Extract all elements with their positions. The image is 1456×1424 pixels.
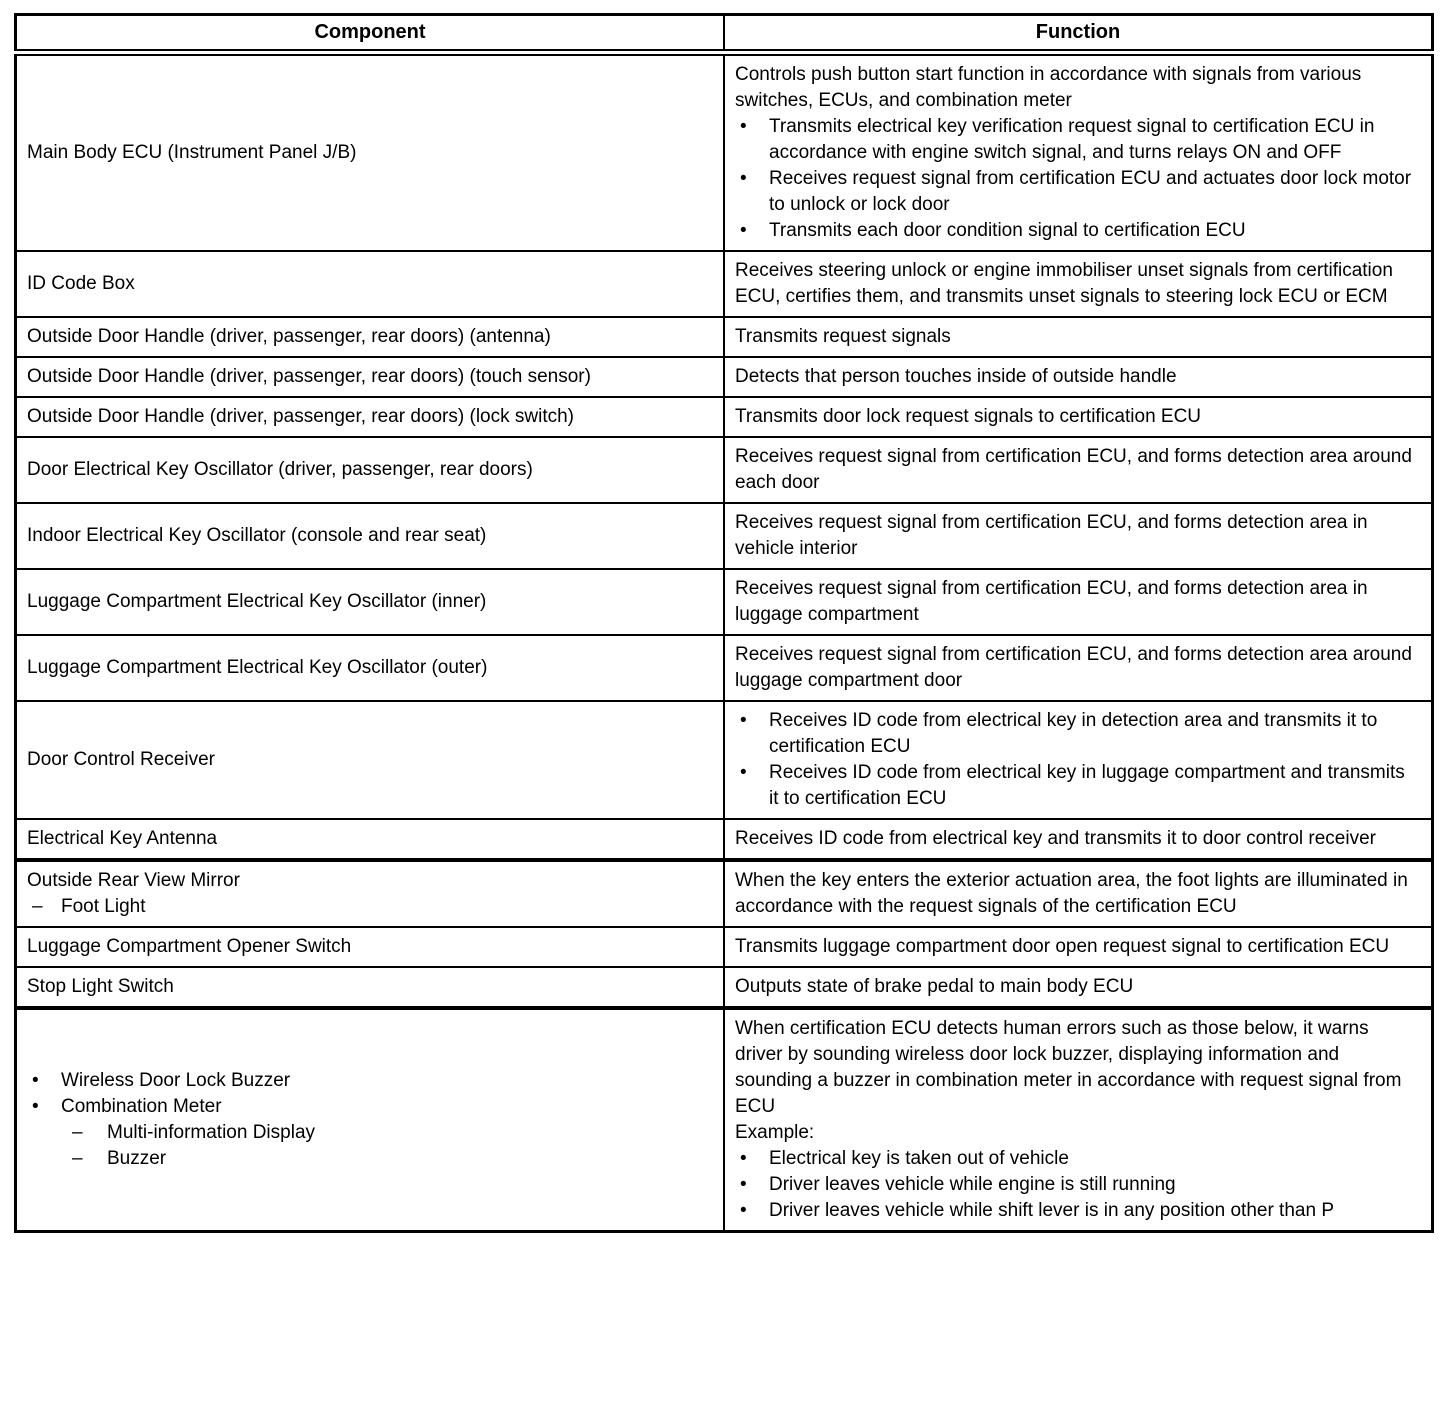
table-row bbox=[16, 503, 1433, 569]
table-row bbox=[16, 635, 1433, 701]
cell-text: Receives steering unlock or engine immobiliser unset signals from certification ECU, certifies them, and transmits unset signals to steering lock ECU or ECM bbox=[735, 260, 1393, 307]
cell-text: Detects that person touches inside of outside handle bbox=[735, 366, 1177, 387]
bullet-marker: • bbox=[740, 762, 747, 783]
list-item-text: Multi-information Display bbox=[107, 1122, 316, 1143]
bullet-marker: • bbox=[32, 1070, 39, 1091]
cell-text: Receives request signal from certification ECU, and forms detection area around each door bbox=[735, 446, 1412, 493]
component-cell bbox=[16, 357, 725, 397]
dash-item bbox=[27, 894, 711, 920]
bullet-marker: • bbox=[740, 710, 747, 731]
cell-text: Outputs state of brake pedal to main body ECU bbox=[735, 976, 1134, 997]
bullet-item bbox=[735, 166, 1419, 218]
cell-text: ID Code Box bbox=[27, 273, 135, 294]
column-header-component: Component bbox=[16, 15, 725, 53]
component-cell bbox=[16, 701, 725, 819]
cell-text: Receives request signal from certification ECU, and forms detection area in vehicle interior bbox=[735, 512, 1368, 559]
component-cell bbox=[16, 53, 725, 252]
cell-text: Transmits door lock request signals to certification ECU bbox=[735, 406, 1202, 427]
cell-text: Receives request signal from certification ECU, and forms detection area around luggage compartment door bbox=[735, 644, 1412, 691]
table-row bbox=[16, 437, 1433, 503]
component-cell bbox=[16, 819, 725, 860]
cell-text: Outside Door Handle (driver, passenger, rear doors) (touch sensor) bbox=[27, 366, 591, 387]
header-row bbox=[16, 15, 1433, 53]
cell-text: When certification ECU detects human errors such as those below, it warns driver by sounding wireless door lock buzzer, displaying information and sounding a buzzer in combination meter in accordance with request signal from ECU bbox=[735, 1018, 1402, 1117]
function-cell bbox=[724, 860, 1433, 927]
function-cell bbox=[724, 635, 1433, 701]
component-cell bbox=[16, 437, 725, 503]
cell-text: Luggage Compartment Electrical Key Oscillator (inner) bbox=[27, 591, 487, 612]
function-cell bbox=[724, 967, 1433, 1008]
column-header-function: Function bbox=[724, 15, 1433, 53]
bullet-marker: • bbox=[740, 220, 747, 241]
dash-marker: – bbox=[72, 1148, 83, 1169]
table-row bbox=[16, 819, 1433, 860]
function-cell bbox=[724, 317, 1433, 357]
cell-text: Transmits luggage compartment door open request signal to certification ECU bbox=[735, 936, 1390, 957]
table-row bbox=[16, 860, 1433, 927]
table-row bbox=[16, 53, 1433, 252]
component-cell bbox=[16, 317, 725, 357]
bullet-item bbox=[27, 1068, 711, 1094]
bullet-item bbox=[735, 1146, 1419, 1172]
bullet-marker: • bbox=[740, 1148, 747, 1169]
list-item-text: Receives ID code from electrical key in detection area and transmits it to certification ECU bbox=[769, 710, 1378, 757]
table-row bbox=[16, 397, 1433, 437]
dash-marker: – bbox=[32, 896, 43, 917]
cell-text: Luggage Compartment Opener Switch bbox=[27, 936, 352, 957]
list-item-text: Wireless Door Lock Buzzer bbox=[61, 1070, 291, 1091]
table-row bbox=[16, 967, 1433, 1008]
component-cell bbox=[16, 397, 725, 437]
bullet-marker: • bbox=[32, 1096, 39, 1117]
bullet-item bbox=[735, 1198, 1419, 1224]
function-cell bbox=[724, 819, 1433, 860]
component-cell bbox=[16, 503, 725, 569]
table-row bbox=[16, 701, 1433, 819]
cell-text: Main Body ECU (Instrument Panel J/B) bbox=[27, 142, 357, 163]
bullet-item bbox=[735, 760, 1419, 812]
cell-text: Stop Light Switch bbox=[27, 976, 174, 997]
cell-text: Door Electrical Key Oscillator (driver, passenger, rear doors) bbox=[27, 459, 533, 480]
cell-text: Example: bbox=[735, 1122, 815, 1143]
list-item-text: Buzzer bbox=[107, 1148, 167, 1169]
bullet-marker: • bbox=[740, 168, 747, 189]
list-item-text: Receives ID code from electrical key in luggage compartment and transmits it to certification ECU bbox=[769, 762, 1405, 809]
cell-text: Outside Door Handle (driver, passenger, rear doors) (antenna) bbox=[27, 326, 551, 347]
bullet-item bbox=[735, 114, 1419, 166]
function-cell bbox=[724, 569, 1433, 635]
list-item-text: Driver leaves vehicle while engine is still running bbox=[769, 1174, 1176, 1195]
function-cell bbox=[724, 397, 1433, 437]
dash-item bbox=[27, 1146, 711, 1172]
cell-text: When the key enters the exterior actuation area, the foot lights are illuminated in accordance with the request signals of the certification ECU bbox=[735, 870, 1408, 917]
cell-text: Indoor Electrical Key Oscillator (console and rear seat) bbox=[27, 525, 487, 546]
bullet-marker: • bbox=[740, 1174, 747, 1195]
cell-text: Transmits request signals bbox=[735, 326, 951, 347]
component-cell bbox=[16, 967, 725, 1008]
cell-text: Receives ID code from electrical key and transmits it to door control receiver bbox=[735, 828, 1376, 849]
bullet-item bbox=[27, 1094, 711, 1120]
function-cell bbox=[724, 701, 1433, 819]
bullet-item bbox=[735, 1172, 1419, 1198]
list-item-text: Electrical key is taken out of vehicle bbox=[769, 1148, 1069, 1169]
component-cell bbox=[16, 569, 725, 635]
list-item-text: Transmits each door condition signal to certification ECU bbox=[769, 220, 1246, 241]
list-item-text: Foot Light bbox=[61, 896, 146, 917]
list-item-text: Transmits electrical key verification request signal to certification ECU in accordance with engine switch signal, and turns relays ON and OFF bbox=[769, 116, 1375, 163]
list-item-text: Driver leaves vehicle while shift lever is in any position other than P bbox=[769, 1200, 1334, 1221]
function-cell bbox=[724, 53, 1433, 252]
component-cell bbox=[16, 251, 725, 317]
function-cell bbox=[724, 503, 1433, 569]
table-row bbox=[16, 927, 1433, 967]
cell-text: Electrical Key Antenna bbox=[27, 828, 218, 849]
function-cell bbox=[724, 251, 1433, 317]
dash-item bbox=[27, 1120, 711, 1146]
cell-text: Outside Door Handle (driver, passenger, rear doors) (lock switch) bbox=[27, 406, 575, 427]
component-cell bbox=[16, 1008, 725, 1232]
table-row bbox=[16, 569, 1433, 635]
function-cell bbox=[724, 437, 1433, 503]
list-item-text: Receives request signal from certification ECU and actuates door lock motor to unlock or lock door bbox=[769, 168, 1412, 215]
function-cell bbox=[724, 927, 1433, 967]
table-row bbox=[16, 357, 1433, 397]
table-row bbox=[16, 317, 1433, 357]
cell-text: Controls push button start function in accordance with signals from various switches, ECUs, and combination meter bbox=[735, 64, 1362, 111]
component-cell bbox=[16, 635, 725, 701]
dash-marker: – bbox=[72, 1122, 83, 1143]
table-row bbox=[16, 251, 1433, 317]
cell-text: Door Control Receiver bbox=[27, 749, 215, 770]
cell-text: Luggage Compartment Electrical Key Oscillator (outer) bbox=[27, 657, 488, 678]
bullet-item bbox=[735, 218, 1419, 244]
component-function-table bbox=[14, 13, 1434, 1233]
component-cell bbox=[16, 860, 725, 927]
cell-text: Outside Rear View Mirror bbox=[27, 870, 240, 891]
function-cell bbox=[724, 1008, 1433, 1232]
list-item-text: Combination Meter bbox=[61, 1096, 222, 1117]
table-body bbox=[16, 53, 1433, 1232]
cell-text: Receives request signal from certification ECU, and forms detection area in luggage compartment bbox=[735, 578, 1368, 625]
table-row bbox=[16, 1008, 1433, 1232]
bullet-item bbox=[735, 708, 1419, 760]
bullet-marker: • bbox=[740, 1200, 747, 1221]
bullet-marker: • bbox=[740, 116, 747, 137]
function-cell bbox=[724, 357, 1433, 397]
component-cell bbox=[16, 927, 725, 967]
